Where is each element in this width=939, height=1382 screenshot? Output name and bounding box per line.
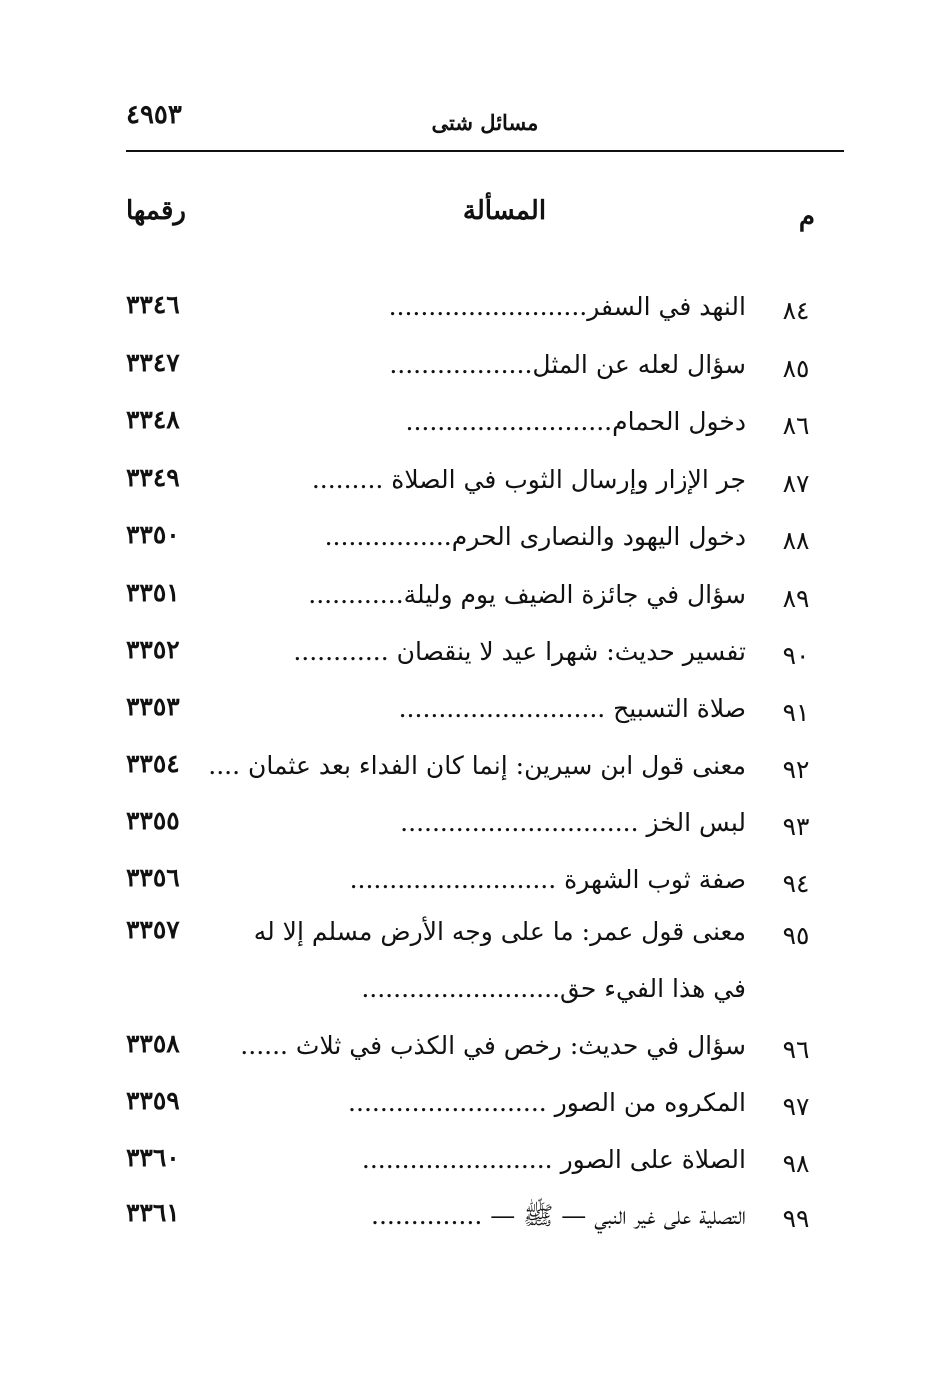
- entry-number: ٨٦: [782, 411, 810, 440]
- entry-reference: ٣٣٥١: [126, 578, 180, 607]
- toc-entry: [126, 574, 826, 632]
- toc-entry: [126, 1139, 826, 1197]
- entry-title: في هذا الفيء حق.........................: [361, 974, 746, 1003]
- entry-reference: ٣٣٥٩: [126, 1086, 180, 1115]
- entry-reference: ٣٣٦٠: [126, 1143, 180, 1172]
- entry-title: تفسير حديث: شهرا عيد لا ينقصان ............: [293, 637, 746, 666]
- toc-entry: [126, 1025, 826, 1083]
- column-header-number: م: [798, 202, 815, 232]
- toc-entry: [126, 1194, 826, 1252]
- entry-reference: ٣٣٤٧: [126, 348, 180, 377]
- column-header-issue: المسألة: [462, 196, 547, 226]
- entry-reference: ٣٣٥٣: [126, 692, 180, 721]
- entry-number: ٨٧: [782, 469, 810, 498]
- toc-entry-continuation: [126, 968, 826, 1026]
- entry-title: صفة ثوب الشهرة ..........................: [349, 865, 746, 894]
- entry-title: دخول الحمام..........................: [405, 407, 746, 436]
- entry-title: جر الإزار وإرسال الثوب في الصلاة .........: [311, 465, 746, 494]
- toc-entry: [126, 516, 826, 574]
- entry-title: معنى قول عمر: ما على وجه الأرض مسلم إلا له: [253, 917, 746, 946]
- entry-title: صلاة التسبيح ..........................: [398, 694, 746, 723]
- entry-reference: ٣٣٥٤: [126, 749, 180, 778]
- toc-entry: [126, 911, 826, 969]
- entry-number: ٩٣: [782, 812, 810, 841]
- toc-entry: [126, 401, 826, 459]
- toc-entry: [126, 286, 826, 344]
- toc-entry: [126, 631, 826, 689]
- entry-reference: ٣٣٥٧: [126, 915, 180, 944]
- entry-title: معنى قول ابن سيرين: إنما كان الفداء بعد عثمان ....: [208, 751, 746, 780]
- toc-entry: [126, 1082, 826, 1140]
- running-title: مسائل شتى: [431, 110, 539, 135]
- entry-reference: ٣٣٥٨: [126, 1029, 180, 1058]
- toc-entry: [126, 344, 826, 402]
- entry-reference: ٣٣٤٩: [126, 463, 180, 492]
- entry-reference: ٣٣٥٦: [126, 863, 180, 892]
- entry-number: ٨٩: [782, 584, 810, 613]
- toc-entry: [126, 745, 826, 803]
- entry-reference: ٣٣٥٥: [126, 806, 180, 835]
- entry-number: ٩٧: [782, 1092, 810, 1121]
- entry-reference: ٣٣٥٠: [126, 520, 180, 549]
- entry-title: المكروه من الصور .........................: [348, 1088, 746, 1117]
- entry-number: ٩٦: [782, 1035, 810, 1064]
- entry-title: الصلاة على الصور ........................: [361, 1145, 746, 1174]
- entry-number: ٩٢: [782, 755, 810, 784]
- entry-title: سؤال في حديث: رخص في الكذب في ثلاث ......: [240, 1031, 746, 1060]
- entry-number: ٩٠: [782, 641, 810, 670]
- toc-entry: [126, 859, 826, 917]
- entry-number: ٩٤: [782, 869, 810, 898]
- column-header-reference: رقمها: [126, 196, 186, 226]
- entry-number: ٩١: [782, 698, 810, 727]
- entry-reference: ٣٣٤٦: [126, 290, 180, 319]
- entry-number: ٨٥: [782, 354, 810, 383]
- entry-number: ٩٩: [782, 1204, 810, 1233]
- entry-title: النهد في السفر.........................: [388, 292, 746, 321]
- toc-entry: [126, 459, 826, 517]
- entry-title: التصلية على غير النبي — ﷺ — ..............: [371, 1201, 746, 1230]
- toc-entry: [126, 688, 826, 746]
- entry-number: ٩٨: [782, 1149, 810, 1178]
- entry-reference: ٣٣٤٨: [126, 405, 180, 434]
- entry-number: ٨٨: [782, 526, 810, 555]
- entry-reference: ٣٣٦١: [126, 1198, 180, 1227]
- toc-entry: [126, 802, 826, 860]
- entry-reference: ٣٣٥٢: [126, 635, 180, 664]
- entry-number: ٩٥: [782, 921, 810, 950]
- page-header: [126, 98, 844, 152]
- entry-title: دخول اليهود والنصارى الحرم................: [324, 522, 746, 551]
- entry-number: ٨٤: [782, 296, 810, 325]
- entry-title: لبس الخز ..............................: [400, 808, 746, 837]
- page-number: ٤٩٥٣: [126, 100, 182, 130]
- entry-title: سؤال في جائزة الضيف يوم وليلة............: [308, 580, 746, 609]
- entry-title: سؤال لعله عن المثل..................: [389, 350, 746, 379]
